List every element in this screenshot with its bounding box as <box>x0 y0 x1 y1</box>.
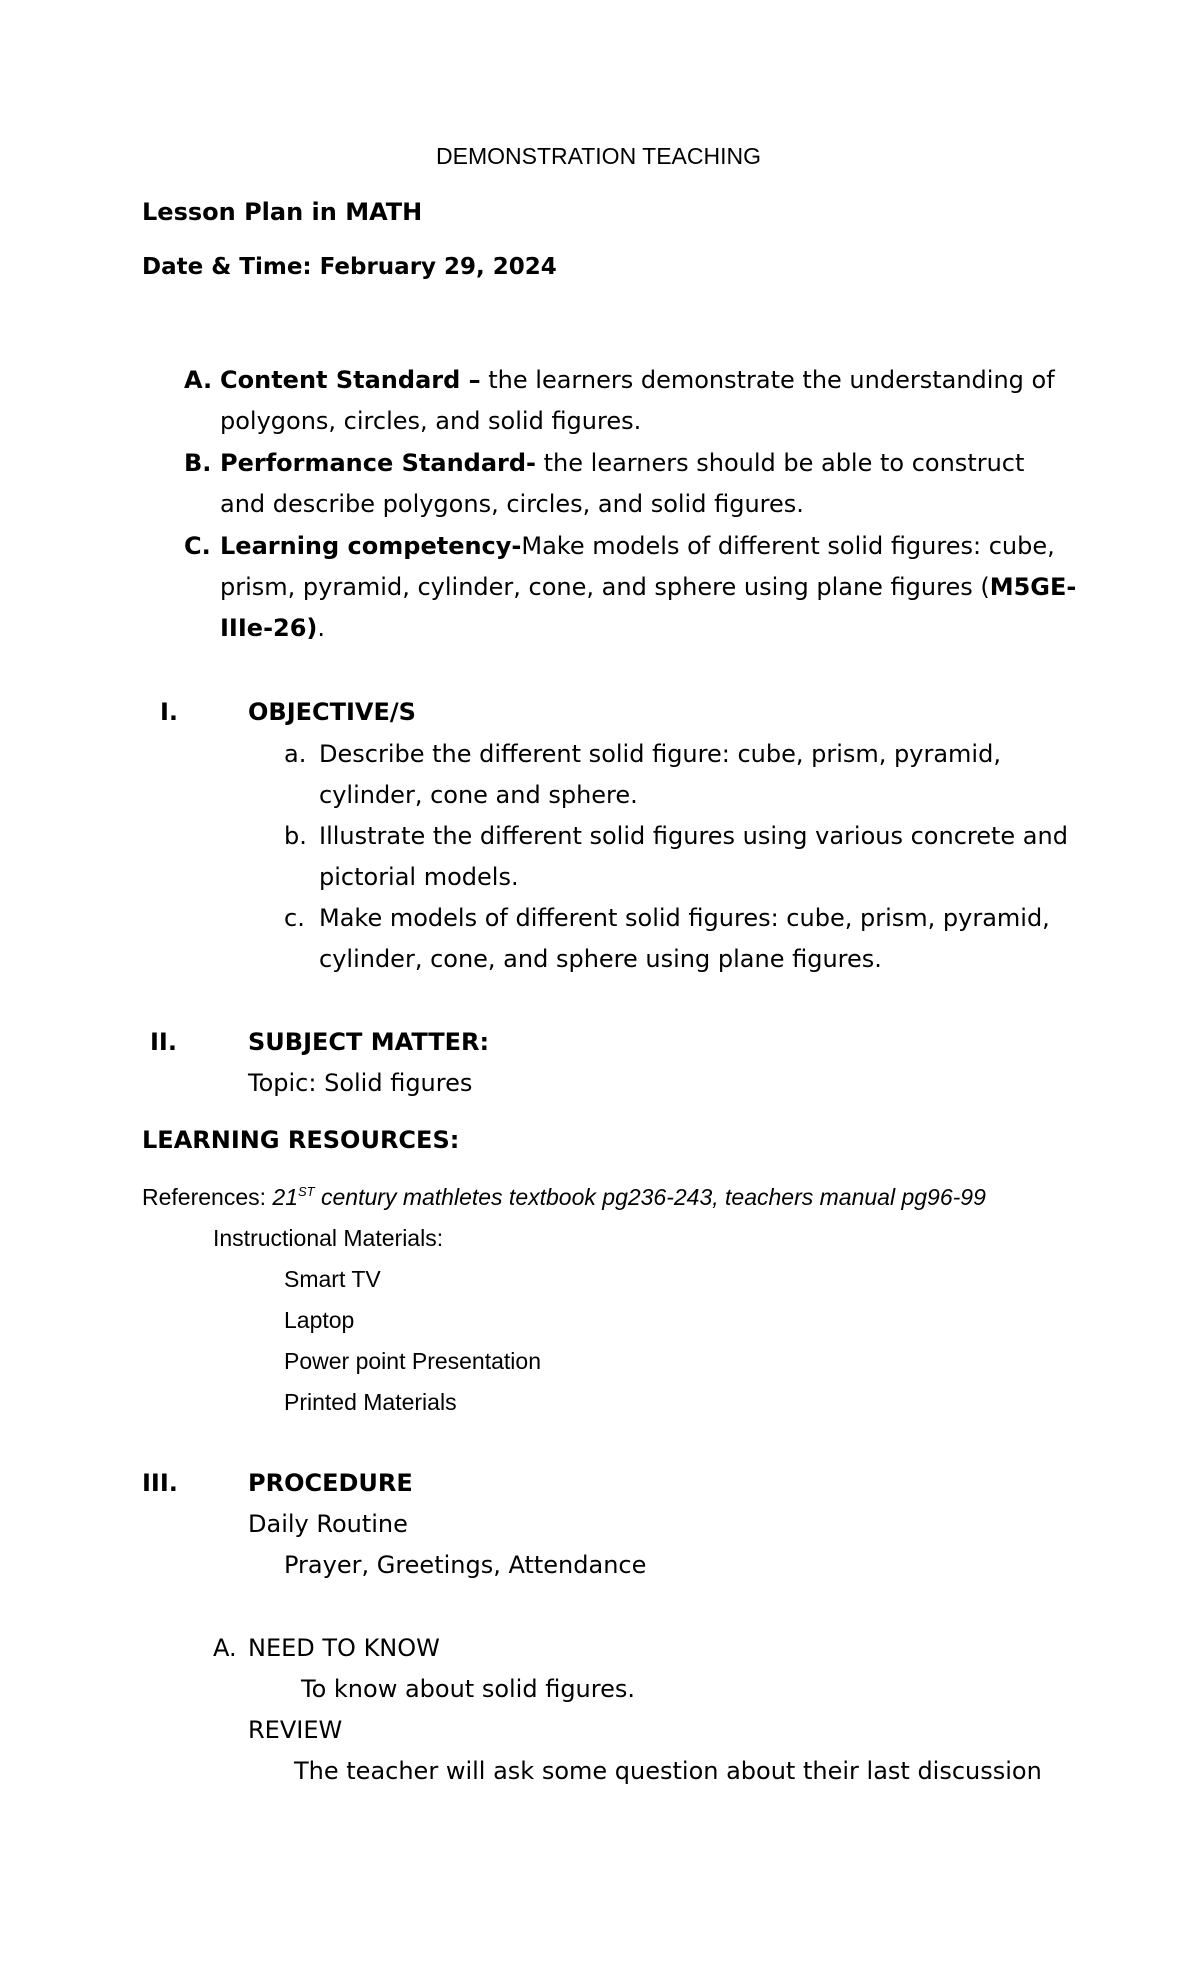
objectives-numeral: I. <box>160 698 179 726</box>
lesson-plan-heading: Lesson Plan in MATH <box>142 198 423 226</box>
objective-marker-b: b. <box>284 822 307 850</box>
need-to-know-heading: NEED TO KNOW <box>248 1634 440 1662</box>
performance-standard-label: Performance Standard- <box>220 449 537 477</box>
competency-code-part-2: IIIe-26) <box>220 614 318 642</box>
performance-standard-line-1: Performance Standard- the learners should be able to construct <box>220 449 1025 477</box>
review-heading: REVIEW <box>248 1716 343 1744</box>
objective-marker-a: a. <box>284 740 307 768</box>
instructional-materials-label: Instructional Materials: <box>213 1225 444 1251</box>
objective-b-line-2: pictorial models. <box>319 863 519 891</box>
standard-marker-b: B. <box>184 449 212 477</box>
need-to-know-text: To know about solid figures. <box>301 1675 636 1703</box>
procedure-numeral: III. <box>142 1469 178 1497</box>
daily-routine: Daily Routine <box>248 1510 408 1538</box>
document-title: DEMONSTRATION TEACHING <box>436 143 761 169</box>
content-standard-line-1: Content Standard – the learners demonstrate the understanding of <box>220 366 1055 394</box>
review-text: The teacher will ask some question about their last discussion <box>294 1757 1042 1785</box>
topic: Topic: Solid figures <box>248 1069 473 1097</box>
objectives-heading: OBJECTIVE/S <box>248 698 416 726</box>
learning-competency-line-3: IIIe-26). <box>220 614 326 642</box>
content-standard-line-2: polygons, circles, and solid figures. <box>220 407 642 435</box>
need-to-know-marker: A. <box>213 1634 237 1662</box>
daily-routine-items: Prayer, Greetings, Attendance <box>284 1551 647 1579</box>
standard-marker-c: C. <box>184 532 211 560</box>
performance-standard-line-2: and describe polygons, circles, and solid figures. <box>220 490 804 518</box>
objective-marker-c: c. <box>284 904 305 932</box>
date-time: Date & Time: February 29, 2024 <box>142 254 557 280</box>
objective-a-line-1: Describe the different solid figure: cube, prism, pyramid, <box>319 740 1001 768</box>
objective-c-line-2: cylinder, cone, and sphere using plane figures. <box>319 945 882 973</box>
material-item: Printed Materials <box>284 1389 457 1415</box>
material-item: Power point Presentation <box>284 1348 541 1374</box>
material-item: Laptop <box>284 1307 355 1333</box>
learning-resources-heading: LEARNING RESOURCES: <box>142 1126 460 1154</box>
standard-marker-a: A. <box>184 366 213 394</box>
subject-matter-numeral: II. <box>150 1028 177 1056</box>
procedure-heading: PROCEDURE <box>248 1469 413 1497</box>
material-item: Smart TV <box>284 1266 381 1292</box>
learning-competency-line-2: prism, pyramid, cylinder, cone, and sphere using plane figures (M5GE- <box>220 573 1077 601</box>
learning-competency-label: Learning competency- <box>220 532 522 560</box>
objective-a-line-2: cylinder, cone and sphere. <box>319 781 638 809</box>
competency-code-part-1: M5GE- <box>989 573 1077 601</box>
learning-competency-line-1: Learning competency-Make models of different solid figures: cube, <box>220 532 1055 560</box>
subject-matter-heading: SUBJECT MATTER: <box>248 1028 490 1056</box>
references: References: 21ST century mathletes textbook pg236-243, teachers manual pg96-99 <box>142 1184 986 1210</box>
objective-b-line-1: Illustrate the different solid figures using various concrete and <box>319 822 1068 850</box>
objective-c-line-1: Make models of different solid figures: cube, prism, pyramid, <box>319 904 1050 932</box>
content-standard-label: Content Standard – <box>220 366 481 394</box>
